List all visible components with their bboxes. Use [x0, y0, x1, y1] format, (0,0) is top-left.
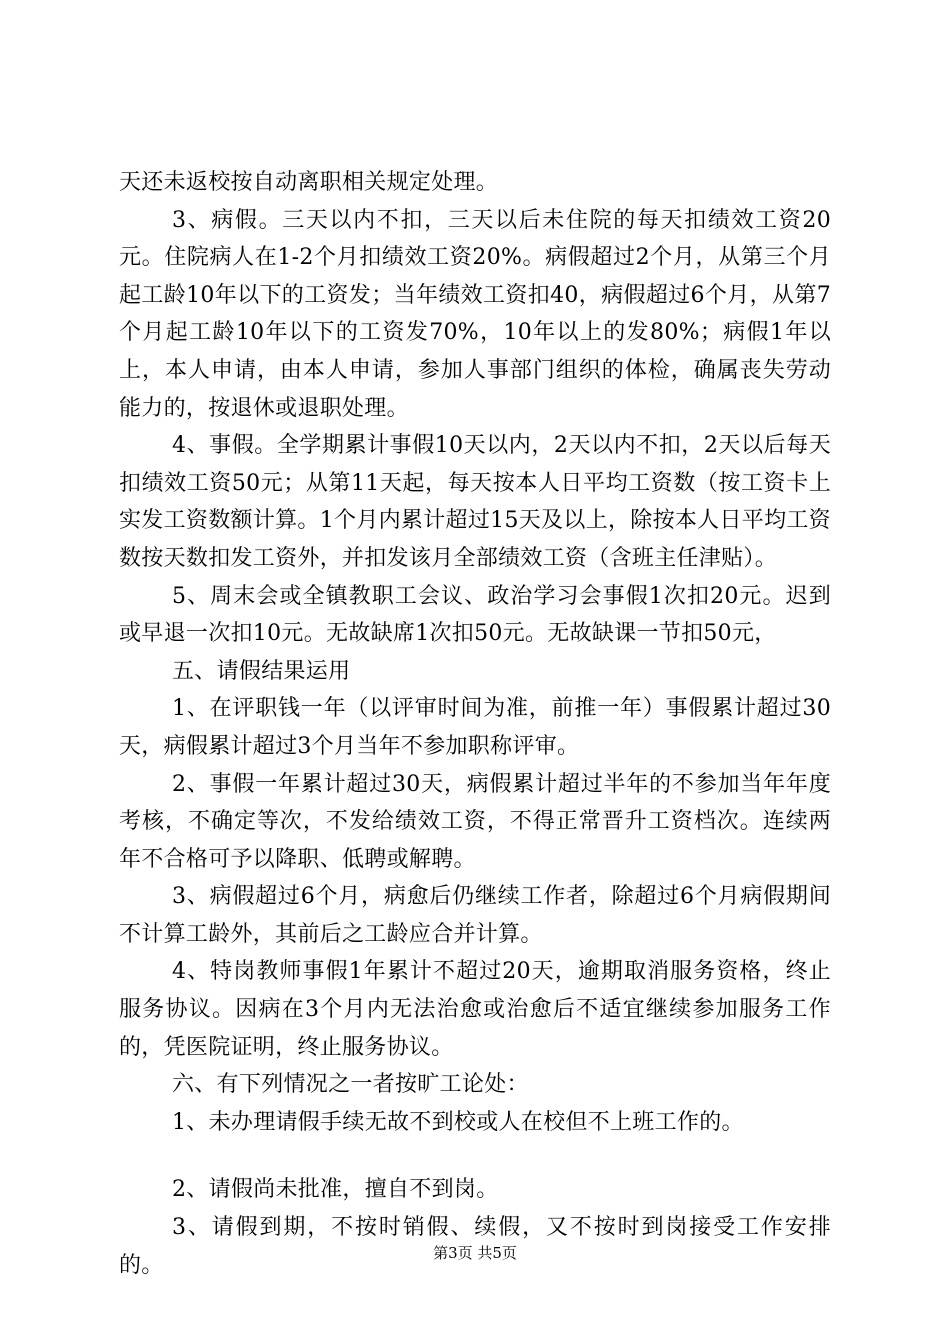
paragraph-continuation: 天还未返校按自动离职相关规定处理。	[119, 170, 499, 195]
section-heading-absenteeism: 六、有下列情况之一者按旷工论处：	[172, 1072, 529, 1098]
paragraph-title-evaluation: 1、在评职钱一年（以评审时间为准，前推一年）事假累计超过30天，病假累计超过3个月当年不参加职称评审。	[119, 696, 831, 759]
paragraph-sick-leave: 3、病假。三天以内不扣，三天以后未住院的每天扣绩效工资20元。住院病人在1-2个月扣绩效工资20%。病假超过2个月，从第三个月起工龄10年以下的工资发；当年绩效工资扣40，病假超过6个月，从第7个月起工龄10年以下的工资发70%，10年以上的发80%；病假1年以上，本人申请，由本人申请，参加人事部门组织的体检，确属丧失劳动能力的，按退休或退职处理。	[119, 207, 831, 421]
paragraph-personal-leave: 4、事假。全学期累计事假10天以内，2天以内不扣，2天以后每天扣绩效工资50元；从第11天起，每天按本人日平均工资数（按工资卡上实发工资数额计算。1个月内累计超过15天及以上，除按本人日平均工资数按天数扣发工资外，并扣发该月全部绩效工资（含班主任津贴）。	[119, 433, 831, 571]
paragraph-special-post-teachers: 4、特岗教师事假1年累计不超过20天，逾期取消服务资格，终止服务协议。因病在3个月内无法治愈或治愈后不适宜继续参加服务工作的，凭医院证明，终止服务协议。	[119, 959, 831, 1060]
paragraph-meeting-absence: 5、周末会或全镇教职工会议、政治学习会事假1次扣20元。迟到或早退一次扣10元。无故缺席1次扣50元。无故缺课一节扣50元，	[119, 583, 831, 647]
section-heading-leave-results: 五、请假结果运用	[172, 658, 351, 684]
page-number-footer: 第3页 共5页	[433, 1244, 517, 1262]
paragraph-absenteeism-item-2: 2、请假尚未批准，擅自不到岗。	[172, 1177, 499, 1203]
paragraph-annual-assessment: 2、事假一年累计超过30天，病假累计超过半年的不参加当年年度考核，不确定等次，不发给绩效工资，不得正常晋升工资档次。连续两年不合格可予以降职、低聘或解聘。	[119, 771, 831, 872]
document-body	[119, 164, 831, 1284]
blank-spacer	[119, 1141, 831, 1171]
paragraph-seniority: 3、病假超过6个月，病愈后仍继续工作者，除超过6个月病假期间不计算工龄外，其前后之工龄应合并计算。	[119, 884, 831, 947]
paragraph-absenteeism-item-3: 3、请假到期，不按时销假、续假，又不按时到岗接受工作安排的。	[119, 1215, 831, 1278]
paragraph-absenteeism-item-1: 1、未办理请假手续无故不到校或人在校但不上班工作的。	[172, 1109, 744, 1135]
